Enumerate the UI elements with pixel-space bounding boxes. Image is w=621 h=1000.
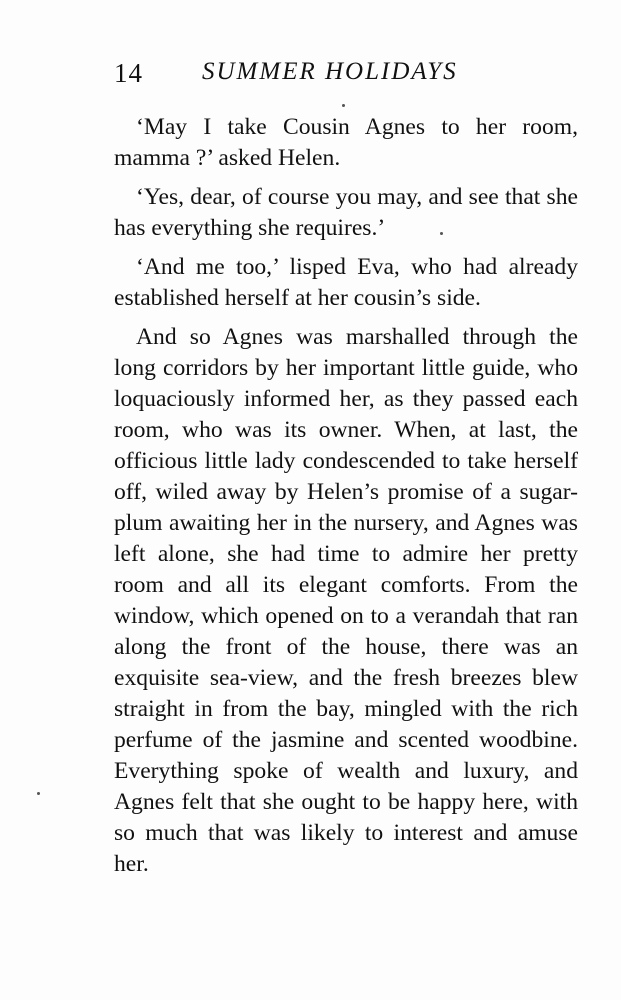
- ink-speck: [342, 104, 345, 107]
- body-text: [114, 112, 578, 888]
- ink-speck: [37, 792, 40, 795]
- running-head: [114, 58, 578, 94]
- paragraph-1: ‘May I take Cousin Agnes to her room, mamma ?’ asked Helen.: [114, 114, 578, 171]
- page-number: 14: [114, 58, 143, 88]
- paragraph-4: And so Agnes was marshalled through the long corridors by her important little guide, who loquaciously informed her, as they passed each room, who was its owner. When, at last, the officious little lady condescended to take herself off, wiled away by Helen’s promise of a sugar-plum awaiting her in the nursery, and Agnes was left alone, she had time to admire her pretty room and all its elegant comforts. From the window, which opened on to a verandah that ran along the front of the house, there was an exquisite sea-view, and the fresh breezes blew straight in from the bay, mingled with the rich perfume of the jasmine and scented woodbine. Everything spoke of wealth and luxury, and Agnes felt that she ought to be happy here, with so much that was likely to interest and amuse her.: [114, 324, 578, 877]
- ink-speck: [440, 232, 443, 235]
- paragraph-3: ‘And me too,’ lisped Eva, who had already established herself at her cousin’s side.: [114, 254, 578, 311]
- running-title: SUMMER HOLIDAYS: [202, 58, 458, 85]
- paragraph-2: ‘Yes, dear, of course you may, and see that she has everything she requires.’: [114, 184, 578, 241]
